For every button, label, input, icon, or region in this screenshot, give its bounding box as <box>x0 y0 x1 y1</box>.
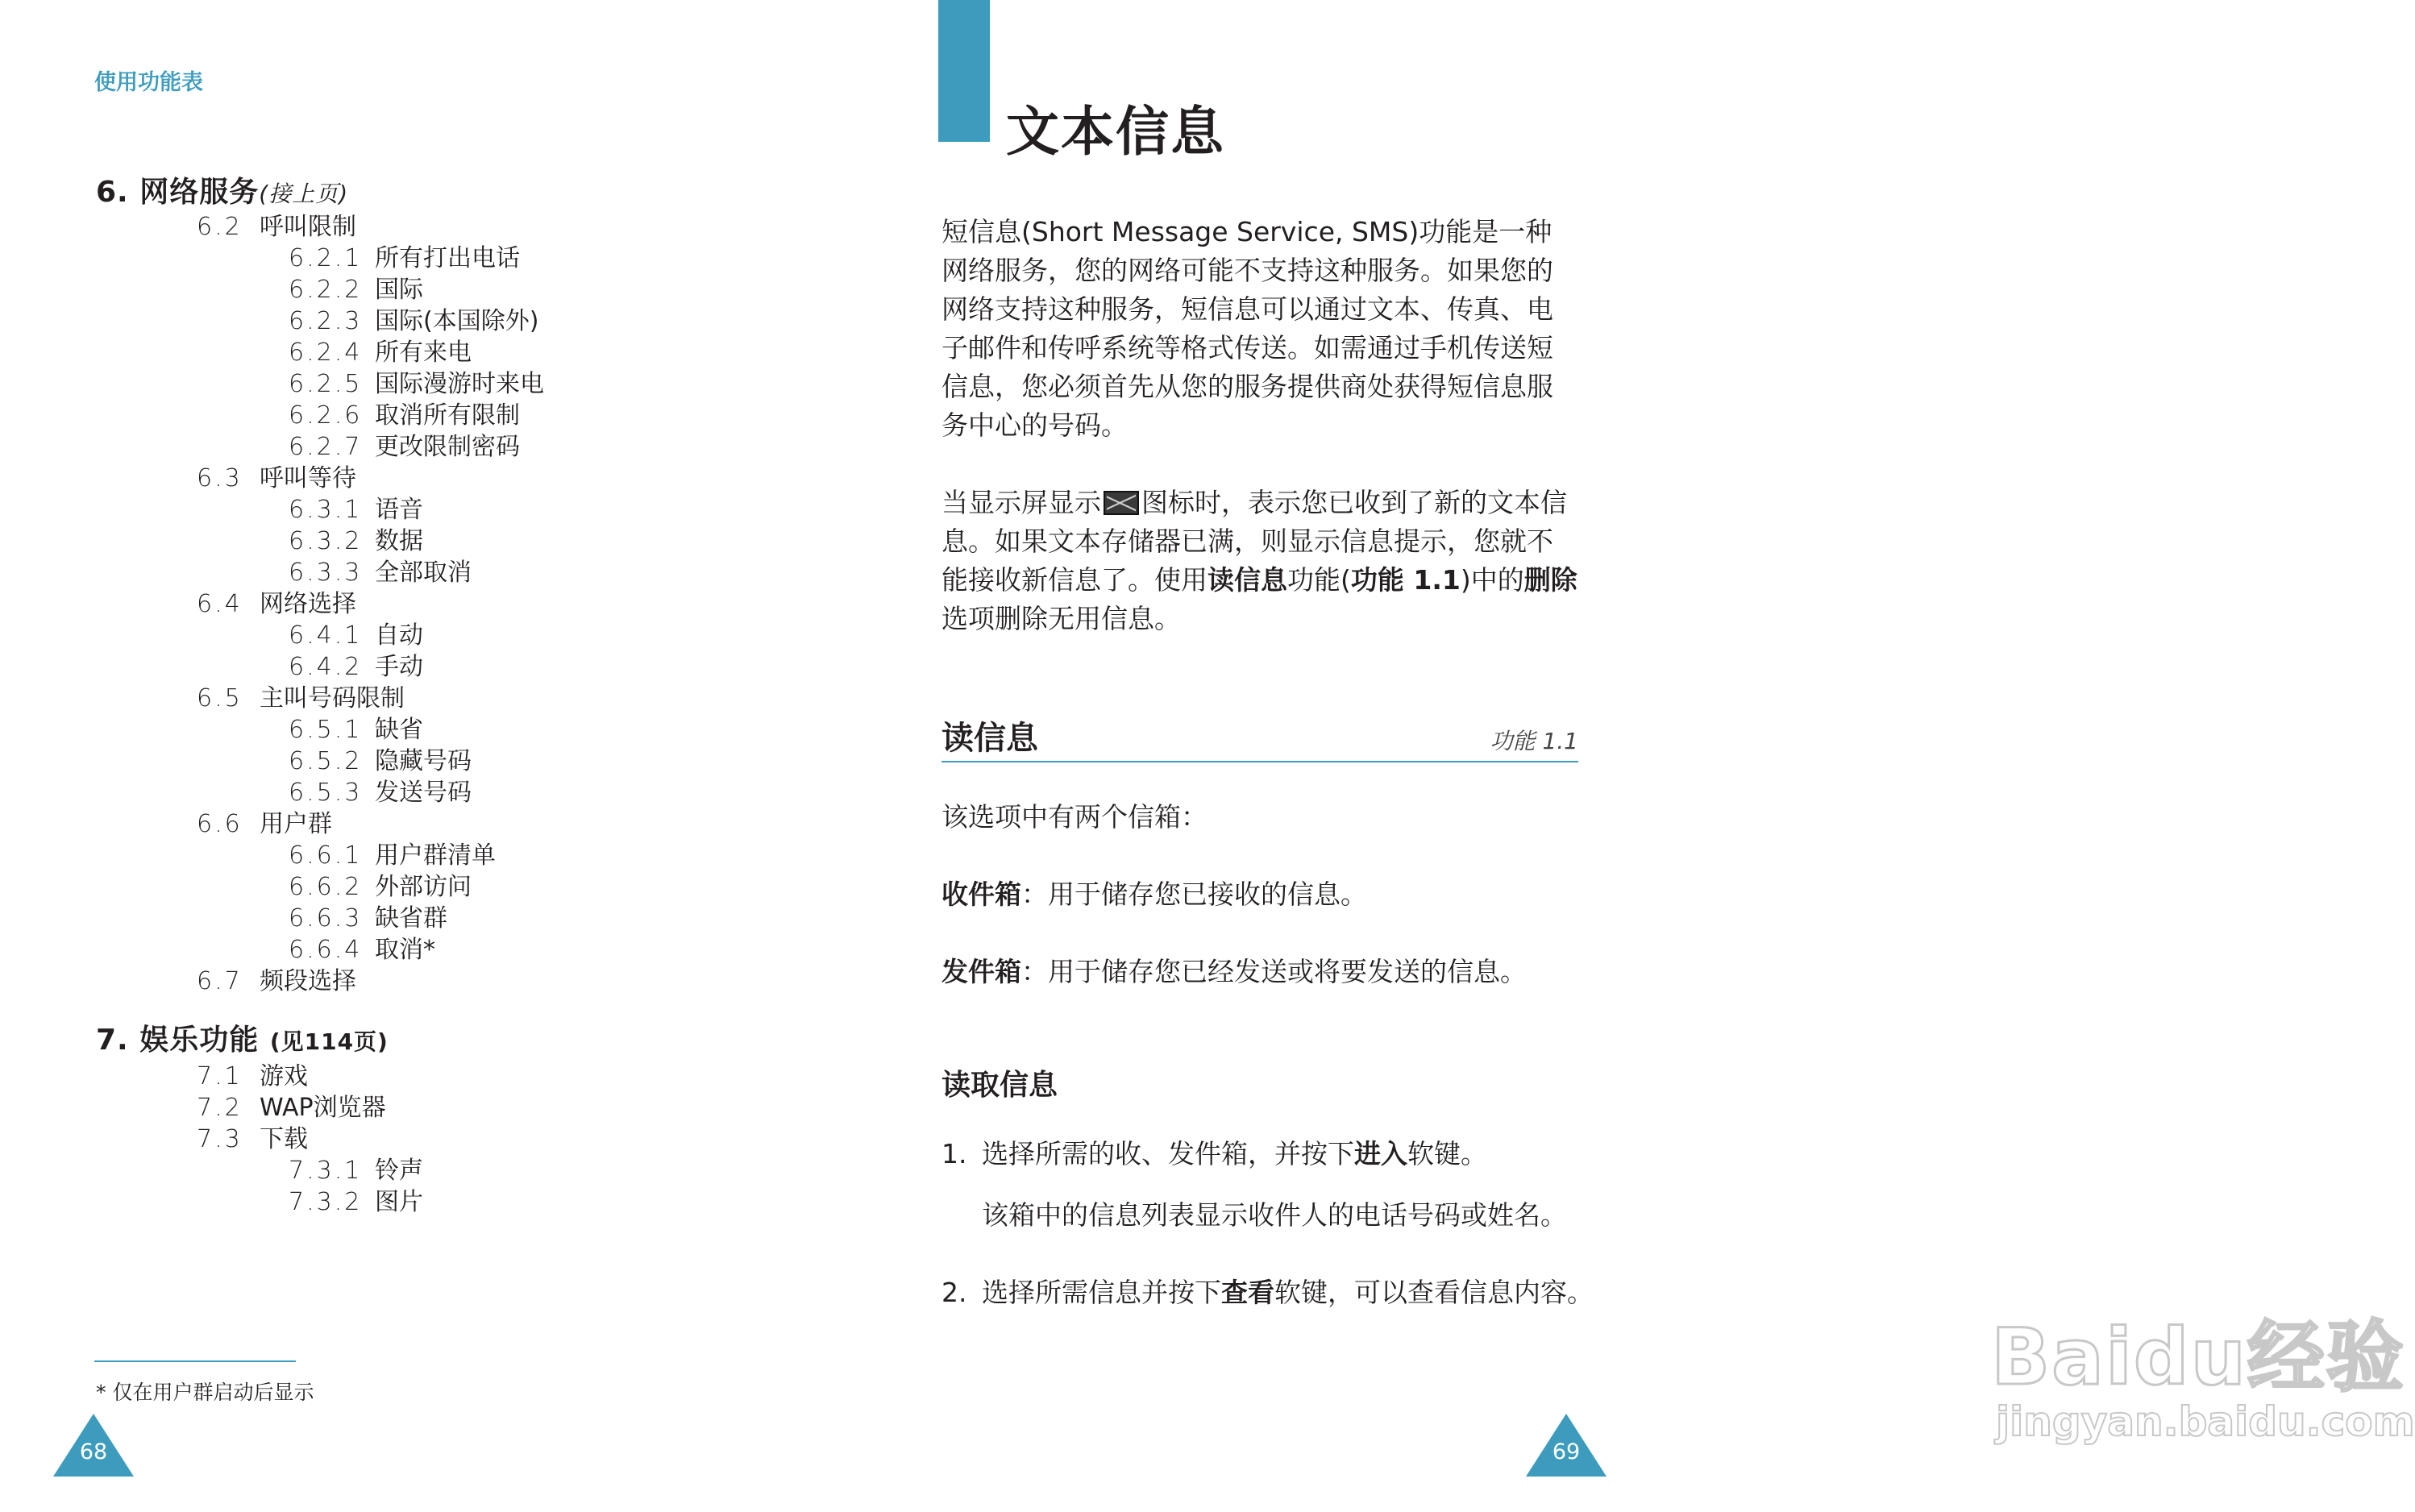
menu-item-number: 6.2.5 <box>289 370 363 398</box>
section-7-note: (见114页) <box>269 1028 389 1055</box>
outbox-label: 发件箱 <box>941 956 1021 987</box>
outbox-text: ：用于储存您已经发送或将要发送的信息。 <box>1021 956 1527 987</box>
menu-item-label: 用户群清单 <box>375 841 496 870</box>
footnote-rule <box>94 1360 296 1362</box>
running-head: 使用功能表 <box>94 70 203 95</box>
para2-text-mid2: )中的 <box>1460 564 1524 596</box>
menu-item-number: 6.2.3 <box>289 307 363 335</box>
para2-bold-delete: 删除 <box>1523 564 1577 596</box>
menu-item-number: 6.5 <box>197 684 243 712</box>
menu-item-label: 所有打出电话 <box>375 244 520 272</box>
step-1 <box>941 1133 1487 1171</box>
menu-item-number: 6.4.2 <box>289 653 363 681</box>
menu-item-label: 隐藏号码 <box>375 747 472 775</box>
menu-item-number: 6.6 <box>197 810 243 838</box>
menu-item-number: 7.3 <box>197 1125 243 1153</box>
outbox-description <box>941 951 1527 989</box>
step-2-text-a: 选择所需信息并按下 <box>982 1277 1221 1308</box>
step-2-text-b: 软键，可以查看信息内容。 <box>1274 1277 1594 1308</box>
function-reference: 功能 1.1 <box>1490 728 1578 754</box>
menu-item-number: 6.3.3 <box>289 559 363 587</box>
menu-item-number: 6.4.1 <box>289 621 363 650</box>
menu-item-number: 6.6.1 <box>289 841 363 870</box>
read-messages-heading: 读取信息 <box>941 1069 1058 1102</box>
step-2 <box>941 1272 1594 1310</box>
menu-item-label: 图片 <box>375 1188 423 1216</box>
menu-item-label: 所有来电 <box>375 339 472 367</box>
menu-item-number: 6.6.2 <box>289 873 363 901</box>
menu-item-number: 7.1 <box>197 1062 243 1090</box>
menu-item-label: 呼叫等待 <box>260 464 356 492</box>
menu-item-label: 取消* <box>375 936 435 964</box>
menu-item-label: 国际漫游时来电 <box>375 370 544 398</box>
menu-item-label: 频段选择 <box>260 967 356 995</box>
inbox-description <box>941 874 1367 912</box>
menu-item-number: 6.6.3 <box>289 904 363 933</box>
chapter-title-bar <box>938 0 990 142</box>
step-1-number: 1. <box>941 1138 967 1169</box>
menu-item-label: 发送号码 <box>375 779 472 807</box>
chapter-title: 文本信息 <box>1006 101 1225 163</box>
watermark-url: jingyan.baidu.com <box>1996 1398 2415 1445</box>
page-number-left: 68 <box>79 1439 108 1464</box>
inbox-label: 收件箱 <box>941 879 1021 910</box>
menu-item-label: 用户群 <box>260 810 332 838</box>
step-1-text-a: 选择所需的收、发件箱，并按下 <box>982 1138 1354 1169</box>
baidu-watermark <box>1991 1312 2415 1446</box>
intro-paragraph: 短信息(Short Message Service, SMS)功能是一种网络服务，您的网络可能不支持这种服务。如果您的网络支持这种服务，短信息可以通过文本、传真、电子邮件和传呼系统等格式传送。如需通过手机传送短信息，您必须首先从您的服务提供商处获得短信息服务中心的号码。 <box>941 216 1553 441</box>
menu-item-label: 国际(本国除外) <box>375 307 539 335</box>
menu-item-number: 6.2.2 <box>289 276 363 304</box>
menu-item-label: 缺省 <box>375 716 423 744</box>
para2-bold-read-message: 读信息 <box>1208 564 1287 596</box>
menu-item-number: 7.3.1 <box>289 1157 363 1185</box>
menu-item-label: WAP浏览器 <box>260 1094 386 1122</box>
menu-item-label: 缺省群 <box>375 904 447 933</box>
menu-item-number: 6.2.4 <box>289 339 363 367</box>
step-1-text-b: 软键。 <box>1407 1138 1487 1169</box>
para2-text-after-icon: 图标时，表示您已收到了新的文本信息。如果文本存储器已满，则显示信息提示，您就不能接收新信息了。使用 <box>941 487 1567 596</box>
left-page <box>0 0 822 1512</box>
section-7-title-text: 7. 娱乐功能 <box>96 1024 260 1057</box>
menu-item-number: 7.2 <box>197 1094 243 1122</box>
menu-item-label: 呼叫限制 <box>260 213 356 241</box>
menu-item-number: 6.2 <box>197 213 243 241</box>
menu-item-label: 游戏 <box>260 1062 308 1090</box>
page-number-right: 69 <box>1552 1439 1581 1464</box>
menu-item-label: 全部取消 <box>375 559 472 587</box>
menu-item-number: 6.2.6 <box>289 401 363 430</box>
menu-item-label: 更改限制密码 <box>375 433 520 461</box>
right-page <box>822 0 2415 1512</box>
footnote: * 仅在用户群启动后显示 <box>96 1381 314 1404</box>
heading-rule <box>941 761 1578 762</box>
menu-item-number: 6.3 <box>197 464 243 492</box>
menu-item-label: 手动 <box>375 653 423 681</box>
step-1-note: 该箱中的信息列表显示收件人的电话号码或姓名。 <box>982 1199 1567 1231</box>
step-1-bold: 进入 <box>1354 1138 1407 1169</box>
para2-text-end: 选项删除无用信息。 <box>941 603 1181 634</box>
para2-text-mid1: 功能( <box>1287 564 1351 596</box>
section-7-title <box>96 1017 389 1058</box>
para2-bold-function-ref: 功能 1.1 <box>1350 564 1461 596</box>
menu-item-number: 6.3.1 <box>289 496 363 524</box>
menu-item-number: 6.5.2 <box>289 747 363 775</box>
section-6-title-text: 6. 网络服务 <box>96 176 260 209</box>
menu-item-number: 6.5.3 <box>289 779 363 807</box>
menu-item-label: 自动 <box>375 621 423 650</box>
menu-item-label: 取消所有限制 <box>375 401 520 430</box>
mailbox-intro: 该选项中有两个信箱： <box>941 801 1208 833</box>
menu-item-label: 外部访问 <box>375 873 472 901</box>
menu-item-label: 国际 <box>375 276 423 304</box>
menu-item-label: 数据 <box>375 527 423 555</box>
section-6-note: (接上页) <box>259 181 349 207</box>
menu-item-number: 6.6.4 <box>289 936 363 964</box>
menu-item-label: 主叫号码限制 <box>260 684 405 712</box>
new-message-paragraph <box>941 484 1578 638</box>
step-2-bold: 查看 <box>1221 1277 1274 1308</box>
menu-item-number: 6.5.1 <box>289 716 363 744</box>
menu-item-number: 6.7 <box>197 967 243 995</box>
menu-item-label: 网络选择 <box>260 590 356 618</box>
menu-item-number: 7.3.2 <box>289 1188 363 1216</box>
menu-item-label: 铃声 <box>375 1157 423 1185</box>
read-message-heading: 读信息 <box>941 720 1038 757</box>
step-2-number: 2. <box>941 1277 967 1308</box>
menu-item-number: 6.2.1 <box>289 244 363 272</box>
menu-item-number: 6.4 <box>197 590 243 618</box>
para2-text-before-icon: 当显示屏显示 <box>941 487 1101 518</box>
watermark-logo-text: Baidu经验 <box>1991 1312 2405 1402</box>
envelope-icon <box>1104 491 1139 515</box>
menu-item-number: 6.3.2 <box>289 527 363 555</box>
menu-item-label: 下载 <box>260 1125 308 1153</box>
section-6-title <box>96 169 348 210</box>
inbox-text: ：用于储存您已接收的信息。 <box>1021 879 1367 910</box>
menu-item-number: 6.2.7 <box>289 433 363 461</box>
menu-item-label: 语音 <box>375 496 423 524</box>
